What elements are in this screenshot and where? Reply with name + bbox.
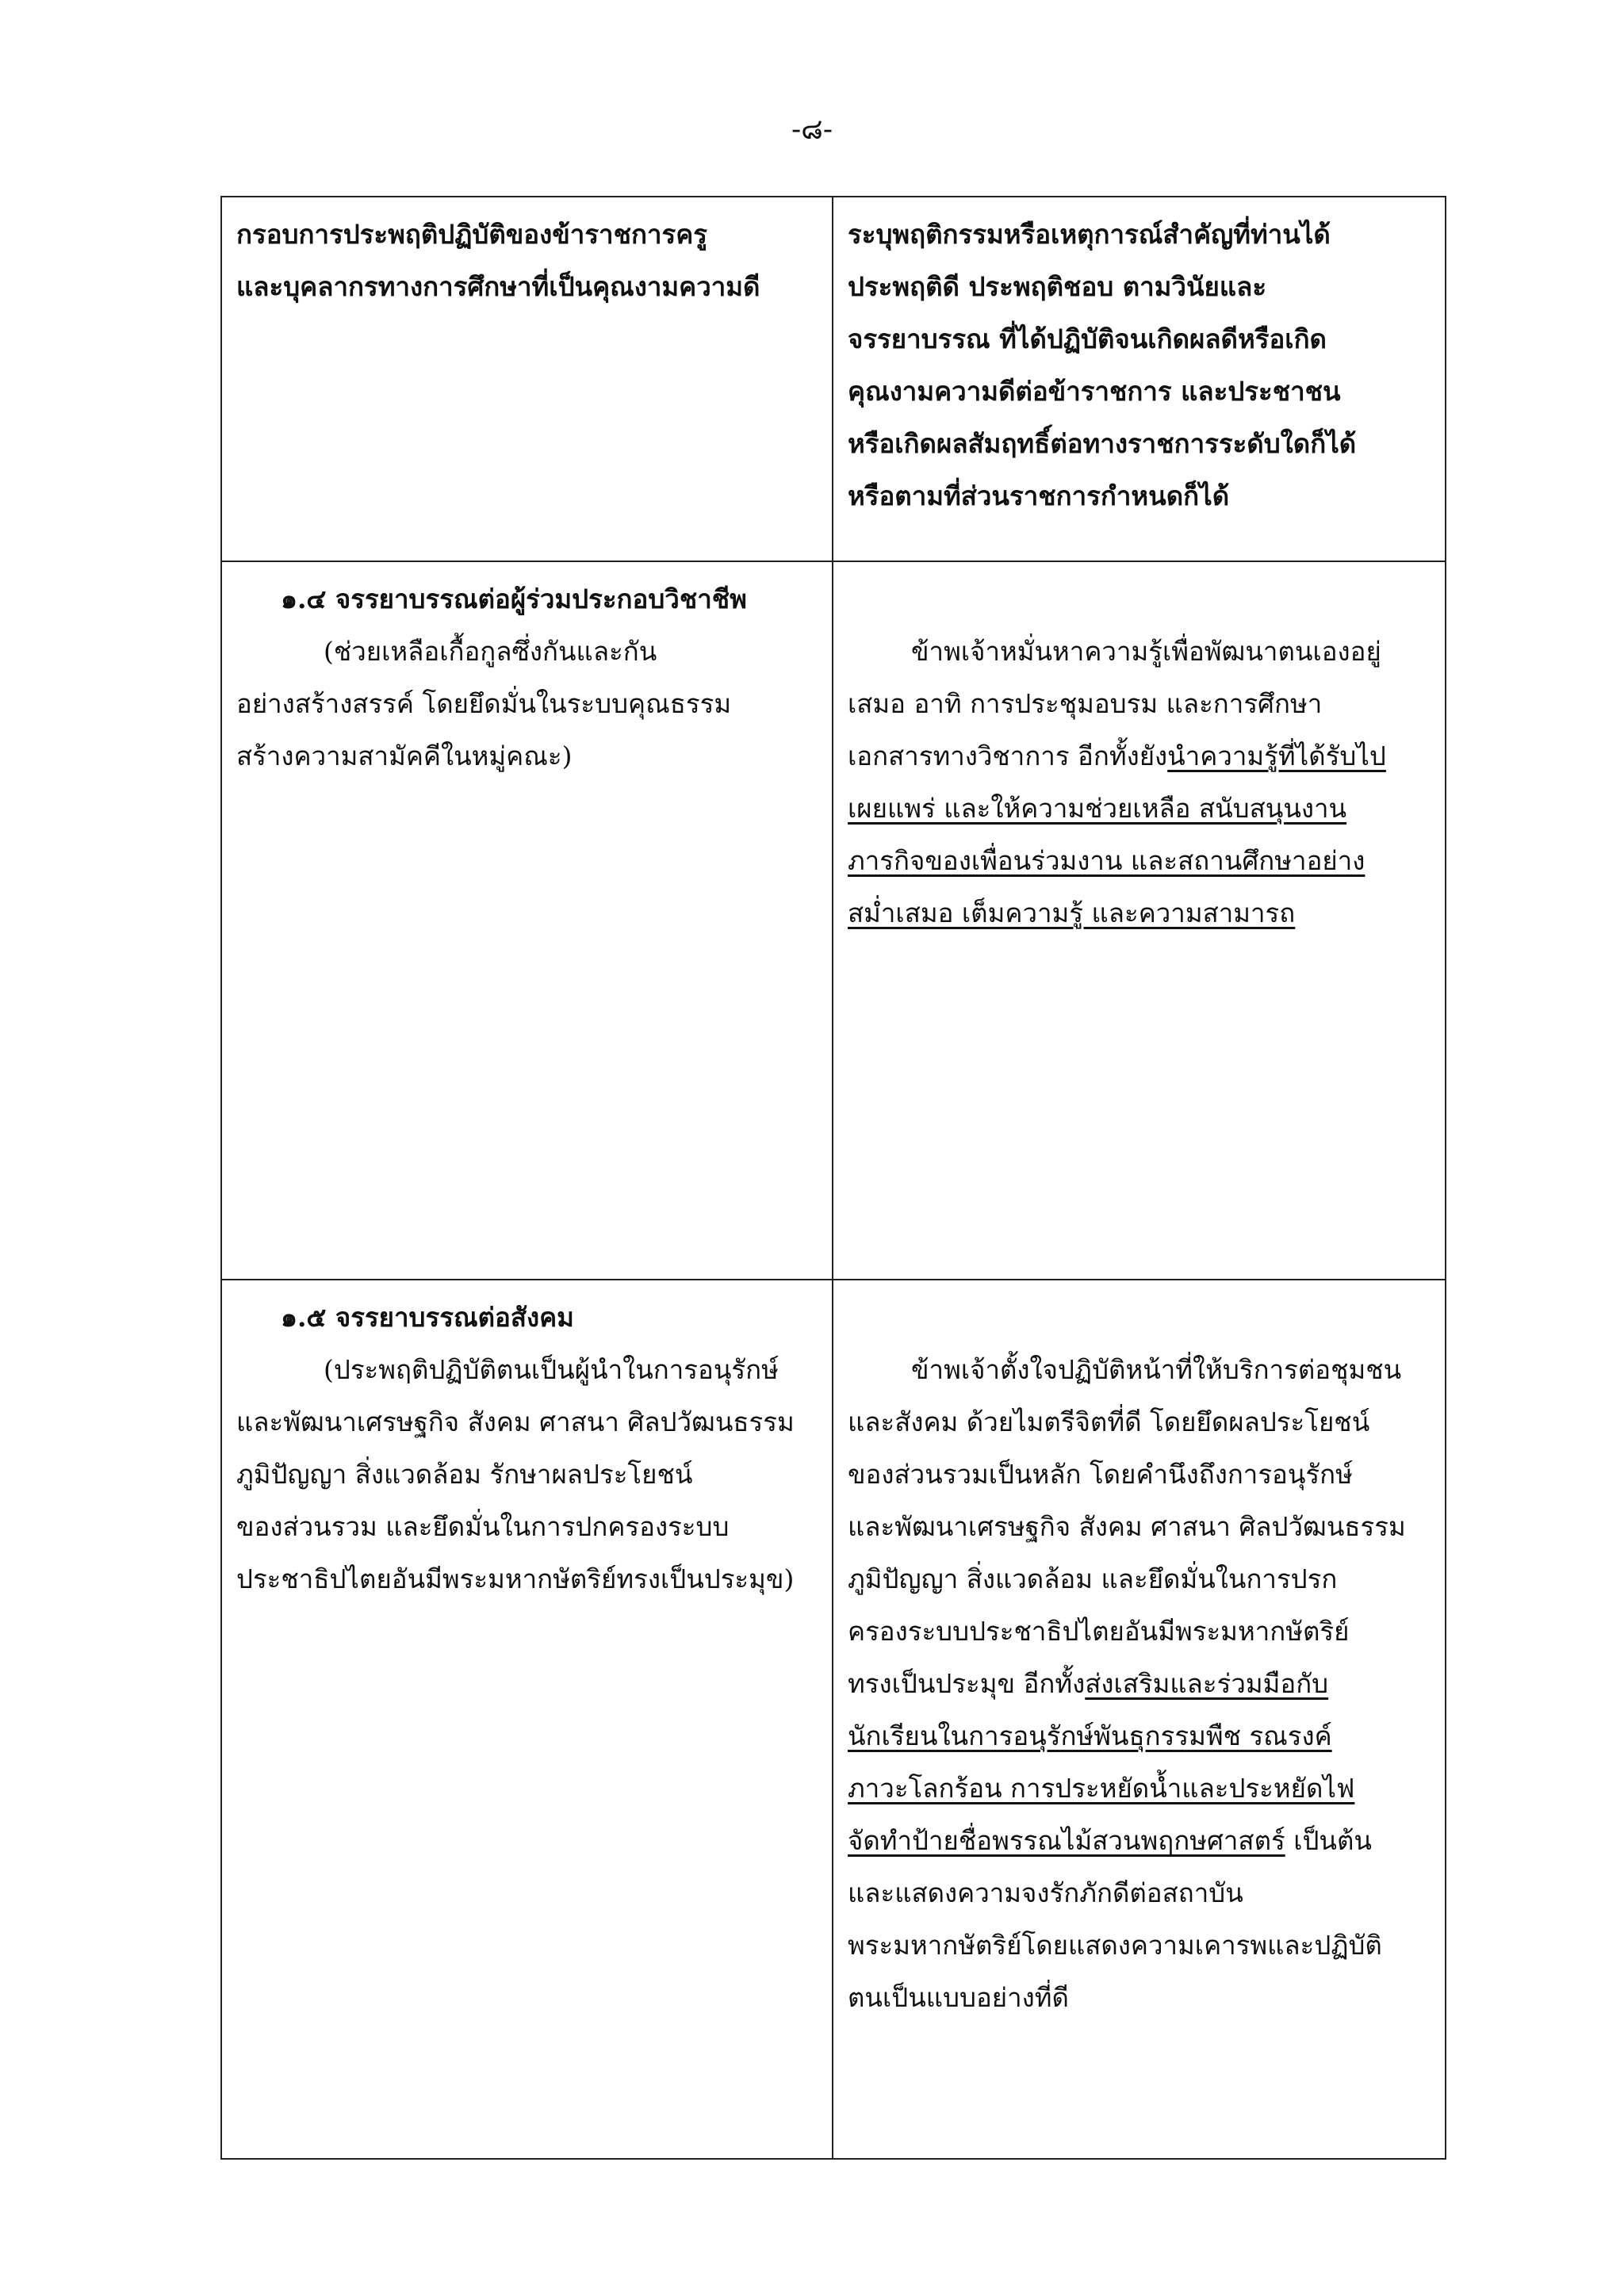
header-right-cell [833,197,1446,561]
section-1-5-response-line: ภูมิปัญญา สิ่งแวดล้อม และยึดมั่นในการปรก [848,1563,1338,1594]
section-1-5-response-line: และแสดงความจงรักภักดีต่อสถาบัน [848,1877,1243,1908]
section-1-5-response-cell [833,1280,1446,2159]
section-1-5-desc-line: ภูมิปัญญา สิ่งแวดล้อม รักษาผลประโยชน์ [236,1459,693,1490]
plain-text: ทรงเป็นประมุข อีกทั้ง [848,1668,1086,1699]
section-1-5-desc-line: และพัฒนาเศรษฐกิจ สังคม ศาสนา ศิลปวัฒนธรรม [236,1406,795,1437]
section-1-5-response-line: ภาวะโลกร้อน การประหยัดน้ำและประหยัดไฟ [848,1773,1355,1804]
section-1-5-response-line: นักเรียนในการอนุรักษ์พันธุกรรมพืช รณรงค์ [848,1720,1332,1751]
section-1-5-response-line: และพัฒนาเศรษฐกิจ สังคม ศาสนา ศิลปวัฒนธรรม [848,1511,1406,1542]
blank-line [848,573,1431,626]
conduct-table [220,196,1446,2160]
section-1-5-response-line [848,1658,1431,1710]
underlined-text: ส่งเสริมและร่วมมือกับ [1085,1668,1329,1699]
section-1-4-response-line: สม่ำเสมอ เต็มความรู้ และความสามารถ [848,897,1296,928]
section-1-4-desc-line: สร้างความสามัคคีในหมู่คณะ) [236,740,573,771]
section-1-5-response-line [848,1815,1431,1867]
header-right-line: ระบุพฤติกรรมหรือเหตุการณ์สำคัญที่ท่านได้ [848,219,1331,250]
section-1-4-response-cell [833,561,1446,1280]
section-1-5-response-line: ของส่วนรวมเป็นหลัก โดยคำนึงถึงการอนุรักษ์ [848,1459,1353,1490]
section-1-4-criteria-cell [221,561,833,1280]
section-1-5-response-line: พระมหากษัตริย์โดยแสดงความเคารพและปฏิบัติ [848,1930,1382,1961]
underlined-text: นำความรู้ที่ได้รับไป [1167,740,1386,771]
section-1-5-row [221,1280,1446,2159]
section-1-4-desc-line: (ช่วยเหลือเกื้อกูลซึ่งกันและกัน [324,636,657,667]
section-1-5-title: ๑.๕ จรรยาบรรณต่อสังคม [281,1302,574,1333]
section-1-4-row [221,561,1446,1280]
header-left-line: และบุคลากรทางการศึกษาที่เป็นคุณงามความดี [236,271,760,302]
header-right-line: ประพฤติดี ประพฤติชอบ ตามวินัยและ [848,271,1267,302]
plain-text: เป็นต้น [1285,1825,1372,1856]
section-1-5-response-line: และสังคม ด้วยไมตรีจิตที่ดี โดยยึดผลประโยชน์ [848,1406,1370,1437]
header-right-line: หรือตามที่ส่วนราชการกำหนดก็ได้ [848,480,1230,511]
section-1-4-response-line: เสมอ อาทิ การประชุมอบรม และการศึกษา [848,688,1323,719]
section-1-5-response-line: ครองระบบประชาธิปไตยอันมีพระมหากษัตริย์ [848,1616,1350,1647]
plain-text: เอกสารทางวิชาการ อีกทั้งยัง [848,740,1168,771]
section-1-4-response-line [848,730,1431,783]
header-right-line: หรือเกิดผลสัมฤทธิ์ต่อทางราชการระดับใดก็ได้ [848,428,1357,459]
section-1-5-desc-line: ประชาธิปไตยอันมีพระมหากษัตริย์ทรงเป็นประมุข) [236,1563,795,1594]
page-number: -๘- [791,113,833,146]
header-left-line: กรอบการประพฤติปฏิบัติของข้าราชการครู [236,219,708,250]
section-1-4-response-line: เผยแพร่ และให้ความช่วยเหลือ สนับสนุนงาน [848,793,1347,824]
section-1-5-response-line: ตนเป็นแบบอย่างที่ดี [848,1982,1069,2013]
header-left-cell [221,197,833,561]
section-1-4-response-line: ภารกิจของเพื่อนร่วมงาน และสถานศึกษาอย่าง [848,845,1365,876]
section-1-4-desc-line: อย่างสร้างสรรค์ โดยยึดมั่นในระบบคุณธรรม [236,688,732,719]
section-1-4-title: ๑.๔ จรรยาบรรณต่อผู้ร่วมประกอบวิชาชีพ [281,584,747,614]
header-right-line: คุณงามความดีต่อข้าราชการ และประชาชน [848,376,1341,407]
section-1-5-desc-line: (ประพฤติปฏิบัติตนเป็นผู้นำในการอนุรักษ์ [324,1354,779,1385]
section-1-4-response-line: ข้าพเจ้าหมั่นหาความรู้เพื่อพัฒนาตนเองอยู่ [911,636,1381,667]
section-1-5-desc-line: ของส่วนรวม และยึดมั่นในการปกครองระบบ [236,1511,730,1542]
underlined-text: จัดทำป้ายชื่อพรรณไม้สวนพฤกษศาสตร์ [848,1825,1285,1856]
header-right-line: จรรยาบรรณ ที่ได้ปฏิบัติจนเกิดผลดีหรือเกิด [848,323,1327,354]
blank-line [848,1292,1431,1344]
section-1-5-criteria-cell [221,1280,833,2159]
section-1-5-response-line: ข้าพเจ้าตั้งใจปฏิบัติหน้าที่ให้บริการต่อชุมชน [911,1354,1402,1385]
header-row [221,197,1446,561]
